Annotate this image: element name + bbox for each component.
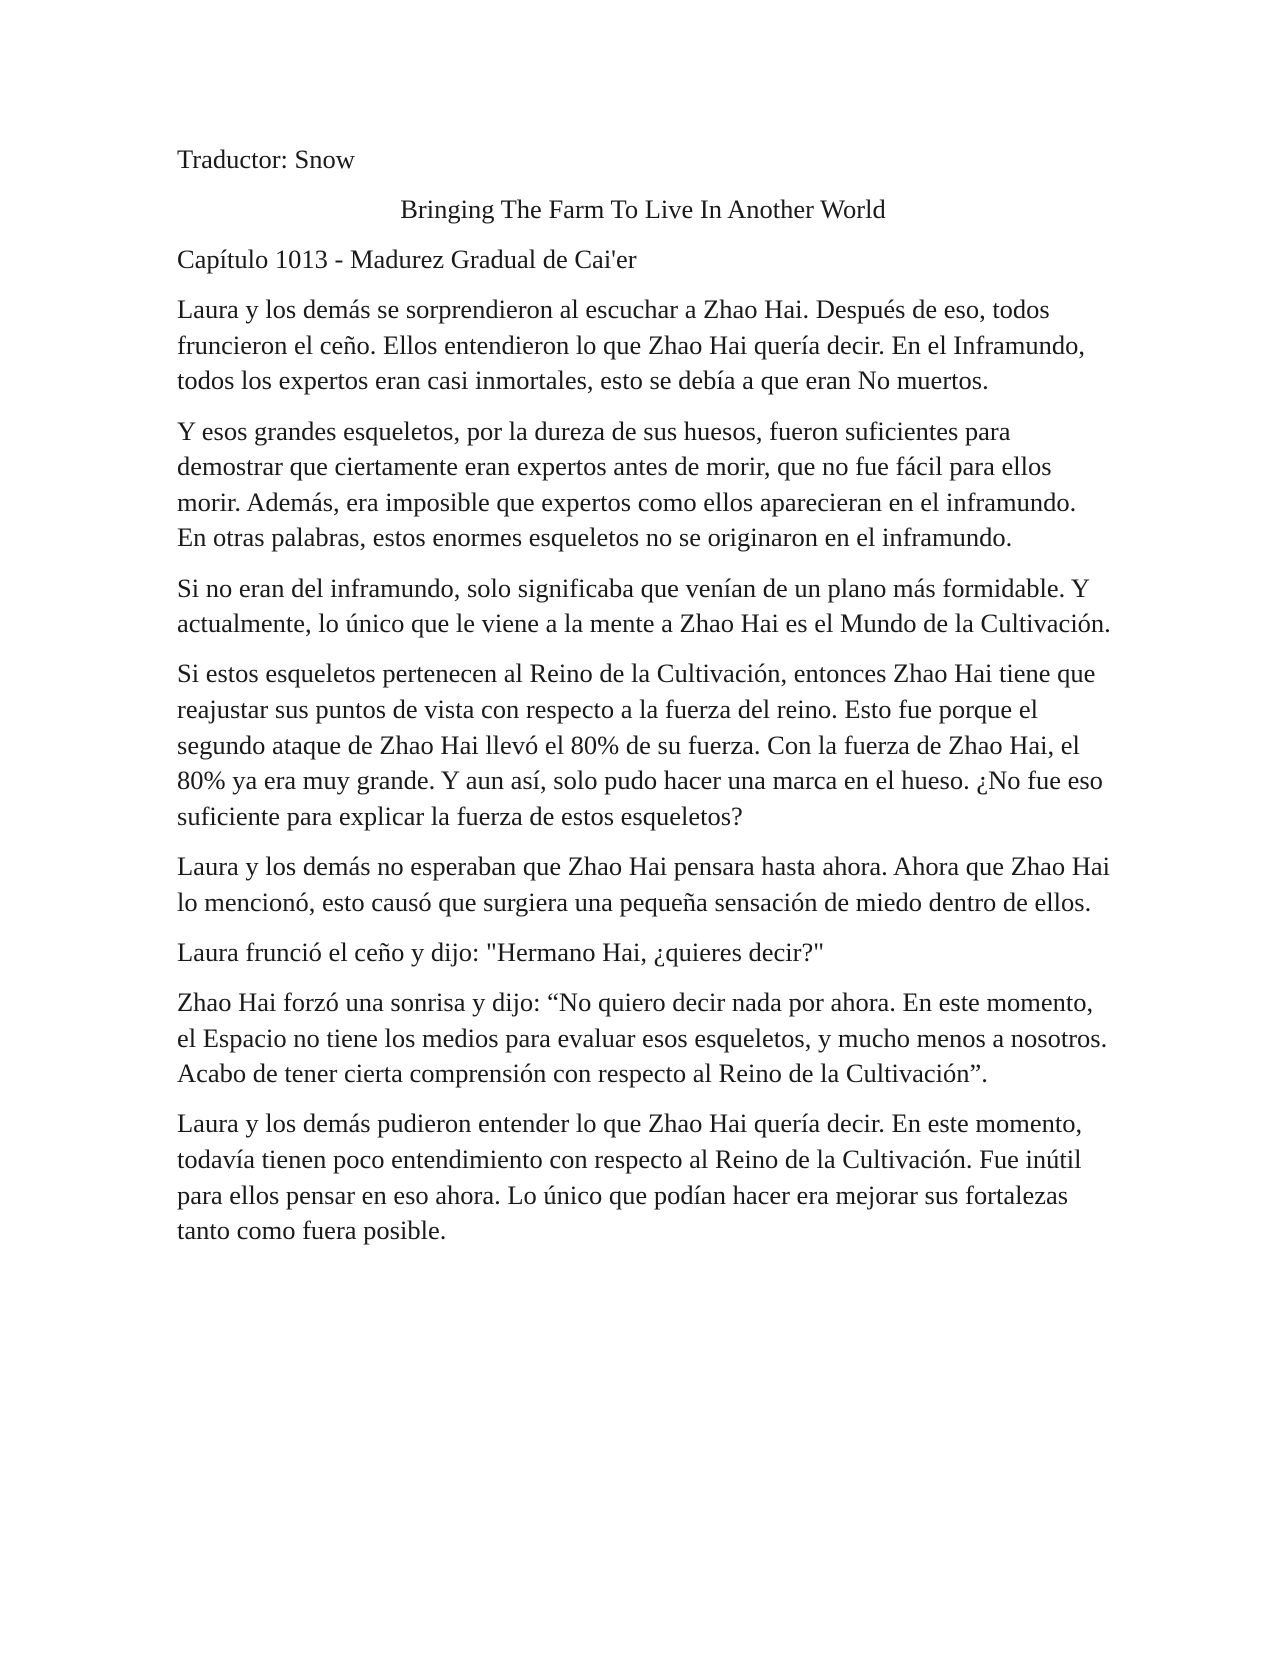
paragraph-2: Y esos grandes esqueletos, por la dureza de sus huesos, fueron suficientes para demostrar que ciertamente eran expertos antes de morir, que no fue fácil para ellos morir. Además, era imposible que expertos como ellos aparecieran en el inframundo. En otras palabras, estos enormes esqueletos no se originaron en el inframundo.: [177, 415, 1077, 553]
paragraph-3: Si no eran del inframundo, solo significaba que venían de un plano más formidable. Y actualmente, lo único que le viene a la mente a Zhao Hai es el Mundo de la Cultivación.: [177, 572, 1111, 639]
paragraph-4: Si estos esqueletos pertenecen al Reino de la Cultivación, entonces Zhao Hai tiene que reajustar sus puntos de vista con respecto a la fuerza del reino. Esto fue porque el segundo ataque de Zhao Hai llevó el 80% de su fuerza. Con la fuerza de Zhao Hai, el 80% ya era muy grande. Y aun así, solo pudo hacer una marca en el hueso. ¿No fue eso suficiente para explicar la fuerza de estos esqueletos?: [177, 658, 1103, 831]
paragraph-5: Laura y los demás no esperaban que Zhao Hai pensara hasta ahora. Ahora que Zhao Hai lo mencionó, esto causó que surgiera una pequeña sensación de miedo dentro de ellos.: [177, 850, 1111, 917]
paragraph-1: Laura y los demás se sorprendieron al escuchar a Zhao Hai. Después de eso, todos fruncieron el ceño. Ellos entendieron lo que Zhao Hai quería decir. En el Inframundo, todos los expertos eran casi inmortales, esto se debía a que eran No muertos.: [177, 294, 1086, 396]
book-title: Bringing The Farm To Live In Another World: [400, 194, 886, 225]
chapter-title: Capítulo 1013 - Madurez Gradual de Cai'er: [177, 244, 637, 275]
paragraph-8: Laura y los demás pudieron entender lo que Zhao Hai quería decir. En este momento, todavía tienen poco entendimiento con respecto al Reino de la Cultivación. Fue inútil para ellos pensar en eso ahora. Lo único que podían hacer era mejorar sus fortalezas tanto como fuera posible.: [177, 1108, 1083, 1246]
document-page: [177, 142, 1112, 1263]
paragraph-7: Zhao Hai forzó una sonrisa y dijo: “No quiero decir nada por ahora. En este momento, el Espacio no tiene los medios para evaluar esos esqueletos, y mucho menos a nosotros. Acabo de tener cierta comprensión con respecto al Reino de la Cultivación”.: [177, 986, 1108, 1089]
paragraph-6: Laura frunció el ceño y dijo: "Hermano Hai, ¿quieres decir?": [177, 936, 825, 967]
translator-credit: Traductor: Snow: [177, 144, 355, 174]
